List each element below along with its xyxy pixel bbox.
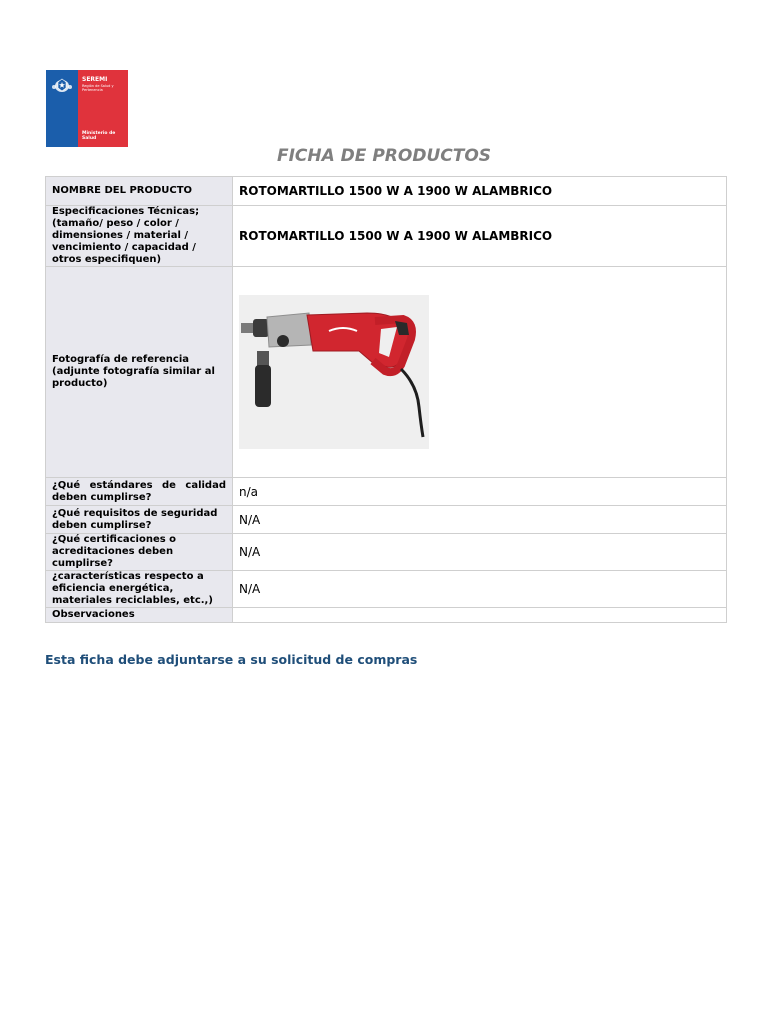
row-value-safety-requirements: N/A [233,506,727,534]
row-label-energy-characteristics: ¿características respecto a eficiencia energética, materiales reciclables, etc.,) [46,571,233,608]
row-label-reference-photo: Fotografía de referencia (adjunte fotografía similar al producto) [46,267,233,478]
logo-ministry-text: Ministerio de Salud [82,131,116,141]
rotary-hammer-image [239,295,429,449]
product-photo [239,295,429,449]
row-label-specifications: Especificaciones Técnicas; (tamaño/ peso / color / dimensiones / material / vencimiento / capacidad / otros especifiquen) [46,206,233,267]
logo-blue-panel [46,70,78,147]
table-row [46,267,727,478]
row-value-quality-standards: n/a [233,478,727,506]
row-value-specifications: ROTOMARTILLO 1500 W A 1900 W ALAMBRICO [233,206,727,267]
product-sheet-table [45,176,727,623]
logo-region-text: Región de Salud y Pertenencia [82,84,114,92]
table-row [46,177,727,206]
table-row [46,478,727,506]
table-row [46,206,727,267]
coat-of-arms-icon [50,76,74,94]
table-row [46,506,727,534]
row-value-observations [233,608,727,623]
table-row [46,608,727,623]
page-title: FICHA DE PRODUCTOS [276,146,492,166]
footer-note: Esta ficha debe adjuntarse a su solicitud de compras [45,652,418,667]
row-value-energy-characteristics: N/A [233,571,727,608]
row-value-product-name: ROTOMARTILLO 1500 W A 1900 W ALAMBRICO [233,177,727,206]
row-label-observations: Observaciones [46,608,233,623]
table-row [46,571,727,608]
row-label-quality-standards: ¿Qué estándares de calidad deben cumplirse? [46,478,233,506]
seremi-logo [46,70,128,147]
logo-org-text: SEREMI [82,76,108,83]
row-label-safety-requirements: ¿Qué requisitos de seguridad deben cumplirse? [46,506,233,534]
logo-red-panel [78,70,128,147]
row-label-product-name: NOMBRE DEL PRODUCTO [46,177,233,206]
row-value-certifications: N/A [233,534,727,571]
table-row [46,534,727,571]
row-value-reference-photo [233,267,727,478]
row-label-certifications: ¿Qué certificaciones o acreditaciones deben cumplirse? [46,534,233,571]
